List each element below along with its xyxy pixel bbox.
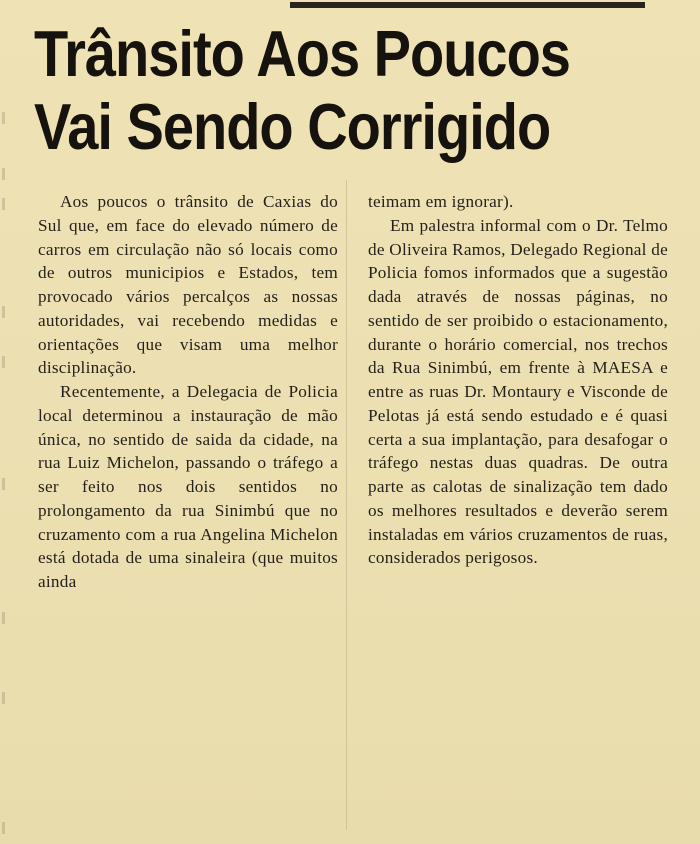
paragraph-continuation: teimam em ignorar). [368,192,514,211]
edge-fragment [2,306,5,318]
edge-fragment [2,168,5,180]
edge-fragment [2,822,5,834]
headline-line-1: Trânsito Aos Poucos [34,17,570,91]
edge-fragment [2,356,5,368]
headline-line-2: Vai Sendo Corrigido [34,90,551,164]
article-column-left [38,190,338,594]
article-headline [34,17,654,163]
column-divider [346,180,347,830]
edge-fragment [2,692,5,704]
edge-fragment [2,112,5,124]
edge-fragment [2,198,5,210]
top-rule [290,2,645,8]
paragraph: Recentemente, a Delegacia de Policia local determinou a instauração de mão única, no sentido de saida da cidade, na rua Luiz Michelon, passando o tráfego a ser feito nos dois sentidos no prolongamento da rua Sinimbú que no cruzamento com a rua Angelina Michelon está dotada de uma sinaleira (que muitos ainda [38,382,338,591]
paragraph: Aos poucos o trânsito de Caxias do Sul que, em face do elevado número de carros em circulação não só locais como de outros municipios e Estados, tem provocado vários percalços as nossas autoridades, vai recebendo medidas e orientações que visam uma melhor disciplinação. [38,192,338,378]
paragraph: Em palestra informal com o Dr. Telmo de Oliveira Ramos, Delegado Regional de Policia fomos informados que a sugestão dada através de nossas páginas, no sentido de ser proibido o estacionamento, durante o horário comercial, nos trechos da Rua Sinimbú, em frente à MAESA e entre as ruas Dr. Montaury e Visconde de Pelotas já está sendo estudado e é quasi certa a sua implantação, para desafogar o tráfego nestas duas quadras. De outra parte as calotas de sinalização tem dado os melhores resultados e deverão serem instaladas em vários cruzamentos de ruas, considerados perigosos. [368,215,668,568]
article-column-right [368,190,668,570]
edge-fragment [2,478,5,490]
edge-fragment [2,612,5,624]
left-margin-fragments [0,0,10,844]
